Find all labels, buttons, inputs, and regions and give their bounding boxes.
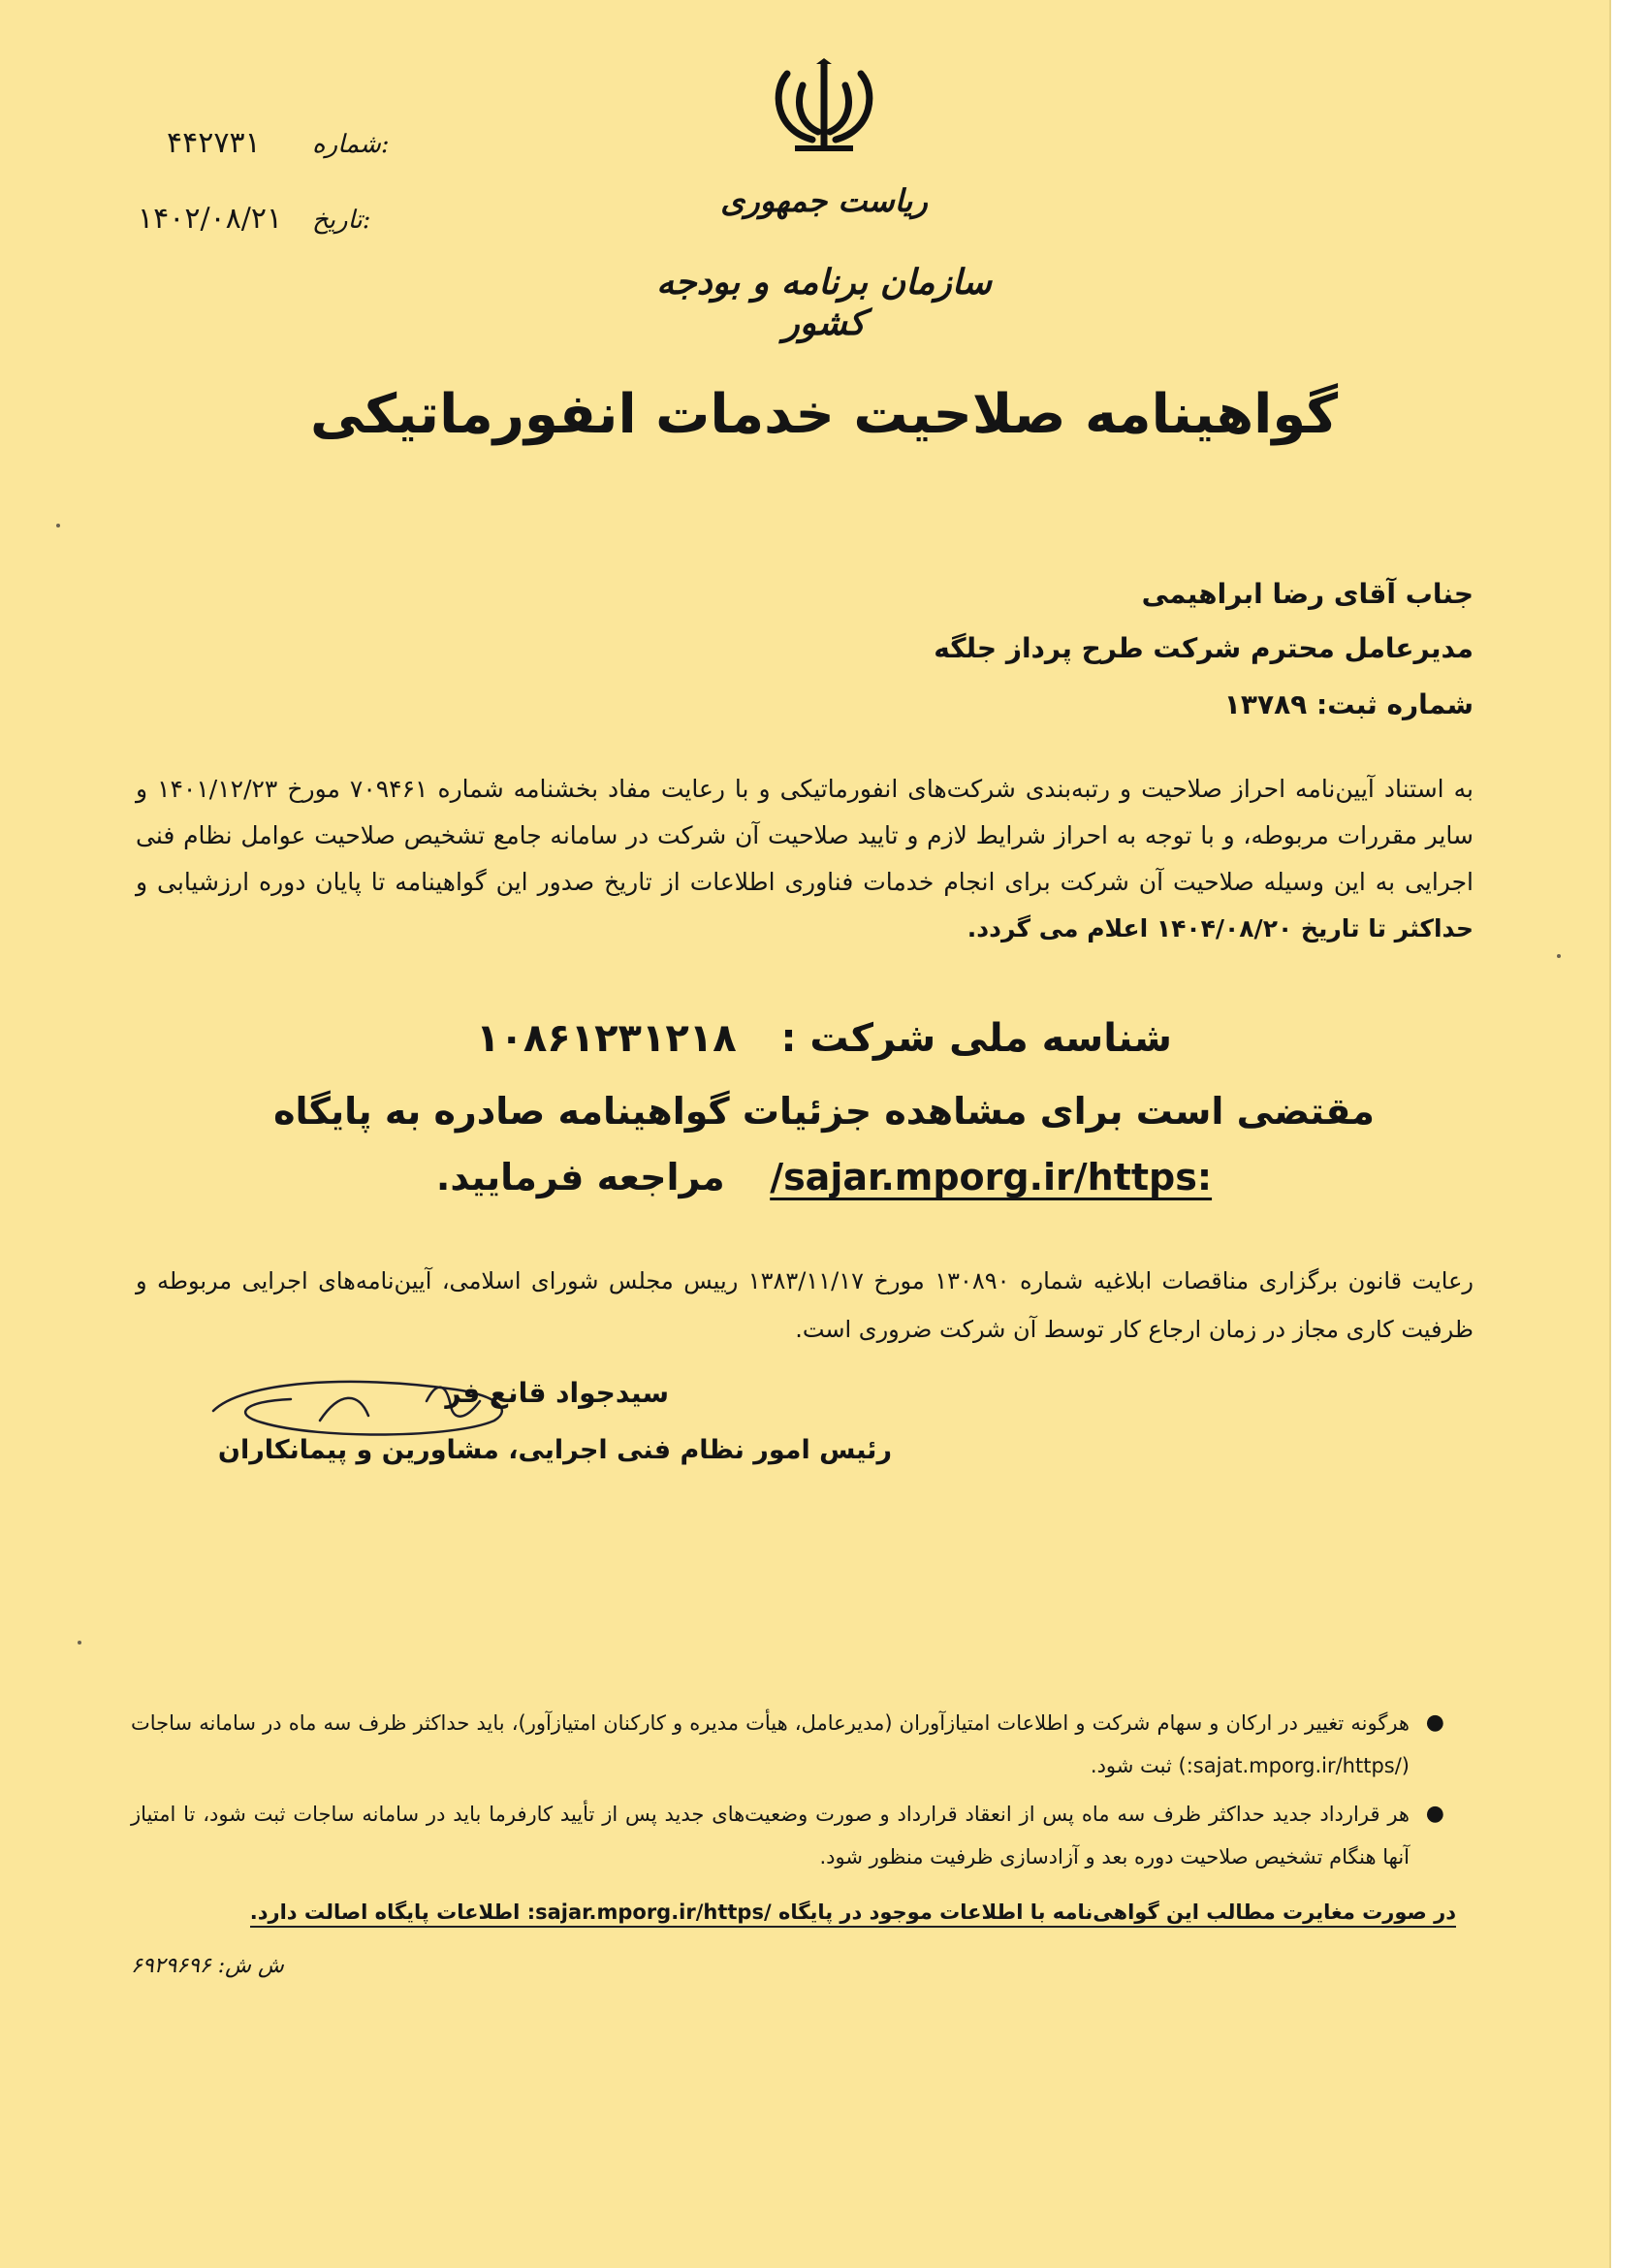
number-value: ۴۴۲۷۳۱ — [167, 126, 261, 160]
note-text: هرگونه تغییر در ارکان و سهام شرکت و اطلاعات امتیازآوران (مدیرعامل، هیأت مدیره و کارکنان امتیازآور)، باید حداکثر ظرف سه ماه در سامانه ساجات (/sajat.mporg.ir/https:) ثبت شود. — [131, 1711, 1410, 1777]
bullet-icon: ● — [1425, 1802, 1444, 1826]
iran-emblem-icon — [766, 56, 882, 163]
date-label: تاریخ: — [312, 206, 371, 235]
national-id-line — [194, 1016, 1454, 1061]
number-label: شماره: — [312, 130, 390, 159]
date-value: ۱۴۰۲/۰۸/۲۱ — [138, 202, 283, 236]
bullet-icon: ● — [1425, 1710, 1444, 1735]
page-title: گواهینامه صلاحیت خدمات انفورماتیکی — [309, 383, 1339, 446]
paper-speck — [78, 1641, 81, 1645]
note-text: هر قرارداد جدید حداکثر ظرف سه ماه پس از انعقاد قرارداد و صورت وضعیت‌های جدید پس از تأیید کارفرما باید در سامانه ساجات ثبت شود، تا امتیاز آنها هنگام تشخیص صلاحیت دوره بعد و آزادسازی ظرفیت منظور شود. — [131, 1803, 1410, 1869]
footer-code: ش ش: ۶۹۲۹۶۹۶ — [131, 1954, 284, 1978]
certificate-body — [136, 766, 1474, 952]
national-id-value: ۱۰۸۶۱۲۳۱۲۱۸ — [476, 1016, 737, 1061]
recipient-role: مدیرعامل محترم شرکت طرح پرداز جلگه — [934, 632, 1474, 664]
portal-link[interactable]: /sajar.mporg.ir/https: — [770, 1156, 1213, 1198]
law-compliance-text: رعایت قانون برگزاری مناقصات ابلاغیه شماره ۱۳۰۸۹۰ مورخ ۱۳۸۳/۱۱/۱۷ رییس مجلس شورای اسلامی، آیین‌نامه‌های اجرایی مربوطه و ظرفیت کاری مجاز در زمان ارجاع کار توسط آن شرکت ضروری است. — [136, 1267, 1474, 1343]
header-organization: سازمان برنامه و بودجه کشور — [656, 262, 992, 343]
registration-number: شماره ثبت: ۱۳۷۸۹ — [1223, 688, 1474, 720]
portal-link-line — [194, 1156, 1454, 1198]
authenticity-warning: در صورت مغایرت مطالب این گواهی‌نامه با اطلاعات موجود در پایگاه /sajar.mporg.ir/https: اطلاعات پایگاه اصالت دارد. — [250, 1901, 1456, 1928]
portal-instruction: مقتضی است برای مشاهده جزئیات گواهینامه صادره به پایگاه — [273, 1090, 1375, 1133]
paper-speck — [1557, 954, 1561, 958]
portal-refer-text: مراجعه فرمایید. — [435, 1156, 725, 1198]
note-item — [131, 1793, 1444, 1878]
recipient-name: جناب آقای رضا ابراهیمی — [1141, 578, 1474, 610]
body-text-validity: حداکثر تا تاریخ ۱۴۰۴/۰۸/۲۰ اعلام می گردد. — [967, 914, 1474, 942]
notes-list — [131, 1702, 1444, 1884]
signatory-name: سیدجواد قانع فر — [445, 1377, 669, 1409]
national-id-label: شناسه ملی شرکت : — [780, 1016, 1172, 1061]
signatory-title: رئیس امور نظام فنی اجرایی، مشاورین و پیمانکاران — [217, 1435, 892, 1465]
paper-speck — [56, 524, 60, 527]
note-item — [131, 1702, 1444, 1787]
header-presidency: ریاست جمهوری — [720, 182, 928, 219]
body-text-main: به استناد آیین‌نامه احراز صلاحیت و رتبه‌بندی شرکت‌های انفورماتیکی و با رعایت مفاد بخشنامه شماره ۷۰۹۴۶۱ مورخ ۱۴۰۱/۱۲/۲۳ و سایر مقررات مربوطه، و با توجه به احراز شرایط لازم و تایید صلاحیت آن شرکت در سامانه جامع تشخیص صلاحیت عوامل نظام فنی اجرایی به این وسیله صلاحیت آن شرکت برای انجام خدمات فناوری اطلاعات از تاریخ صدور این گواهینامه تا پایان دوره ارزشیابی و — [136, 775, 1474, 896]
